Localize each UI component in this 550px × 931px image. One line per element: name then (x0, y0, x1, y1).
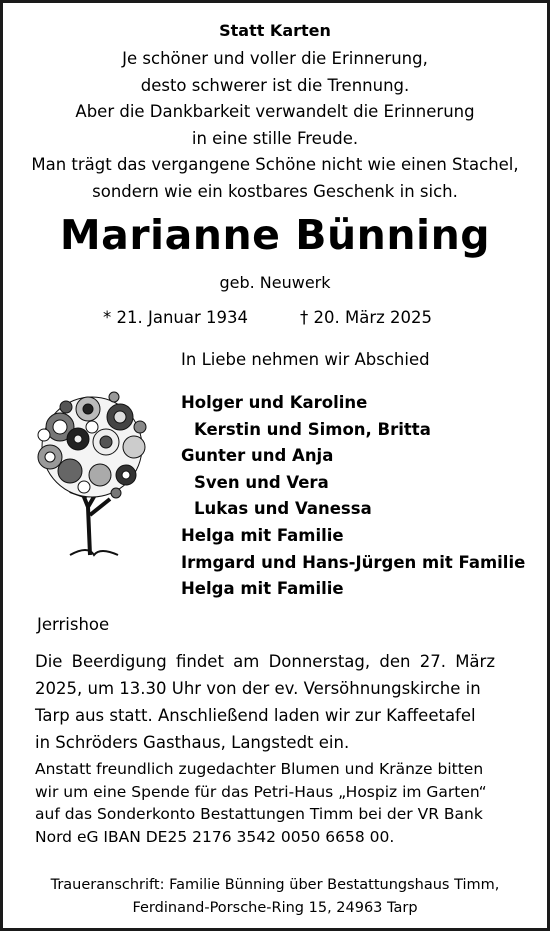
mourning-address (3, 874, 547, 920)
address-line: Ferdinand-Porsche-Ring 15, 24963 Tarp (132, 900, 418, 916)
quote-line: Aber die Dankbarkeit verwandelt die Erinnerung (75, 102, 475, 121)
mourners-list (181, 390, 525, 603)
funeral-line: Tarp aus statt. Anschließend laden wir zur Kaffeetafel (35, 706, 476, 725)
funeral-line: Die Beerdigung findet am Donnerstag, den 27. März (35, 652, 495, 671)
farewell-line: In Liebe nehmen wir Abschied (181, 350, 430, 369)
memorial-quote (3, 46, 547, 205)
donation-line: Nord eG IBAN DE25 2176 3542 0050 6658 00. (35, 827, 395, 846)
mourner-entry: Helga mit Familie (181, 579, 344, 599)
quote-line: Je schöner und voller die Erinnerung, (122, 49, 428, 68)
quote-line: in eine stille Freude. (191, 128, 359, 148)
quote-line: Man trägt das vergangene Schöne nicht wie einen Stachel, (31, 155, 519, 174)
quote-line: desto schwerer ist die Trennung. (140, 75, 410, 95)
death-date: † 20. März 2025 (300, 308, 433, 327)
floral-tree-icon (30, 387, 156, 557)
header-title: Statt Karten (219, 21, 331, 40)
funeral-notice (35, 648, 529, 756)
donation-line: wir um eine Spende für das Petri-Haus „Hospiz im Garten“ (35, 782, 487, 801)
mourner-entry: Holger und Karoline (181, 393, 368, 412)
mourner-entry: Gunter und Anja (181, 446, 334, 466)
place-name: Jerrishoe (37, 615, 110, 634)
birth-date: * 21. Januar 1934 (103, 308, 249, 327)
funeral-line: 2025, um 13.30 Uhr von der ev. Versöhnungskirche in (35, 679, 481, 698)
mourner-entry: Irmgard und Hans-Jürgen mit Familie (181, 552, 526, 572)
mourner-entry: Helga mit Familie (181, 525, 344, 545)
mourner-entry: Sven und Vera (194, 472, 329, 492)
donation-line: Anstatt freundlich zugedachter Blumen und Kränze bitten (35, 760, 484, 778)
quote-line: sondern wie ein kostbares Geschenk in sich. (92, 181, 458, 201)
mourner-entry: Lukas und Vanessa (194, 499, 372, 519)
mourner-entry: Kerstin und Simon, Britta (194, 419, 431, 439)
maiden-name: geb. Neuwerk (219, 273, 331, 292)
donation-line: auf das Sonderkonto Bestattungen Timm bei der VR Bank (35, 805, 483, 823)
donation-request (35, 758, 531, 848)
deceased-name: Marianne Bünning (59, 211, 491, 259)
address-line: Traueranschrift: Familie Bünning über Bestattungshaus Timm, (50, 877, 500, 893)
funeral-line: in Schröders Gasthaus, Langstedt ein. (35, 733, 350, 752)
